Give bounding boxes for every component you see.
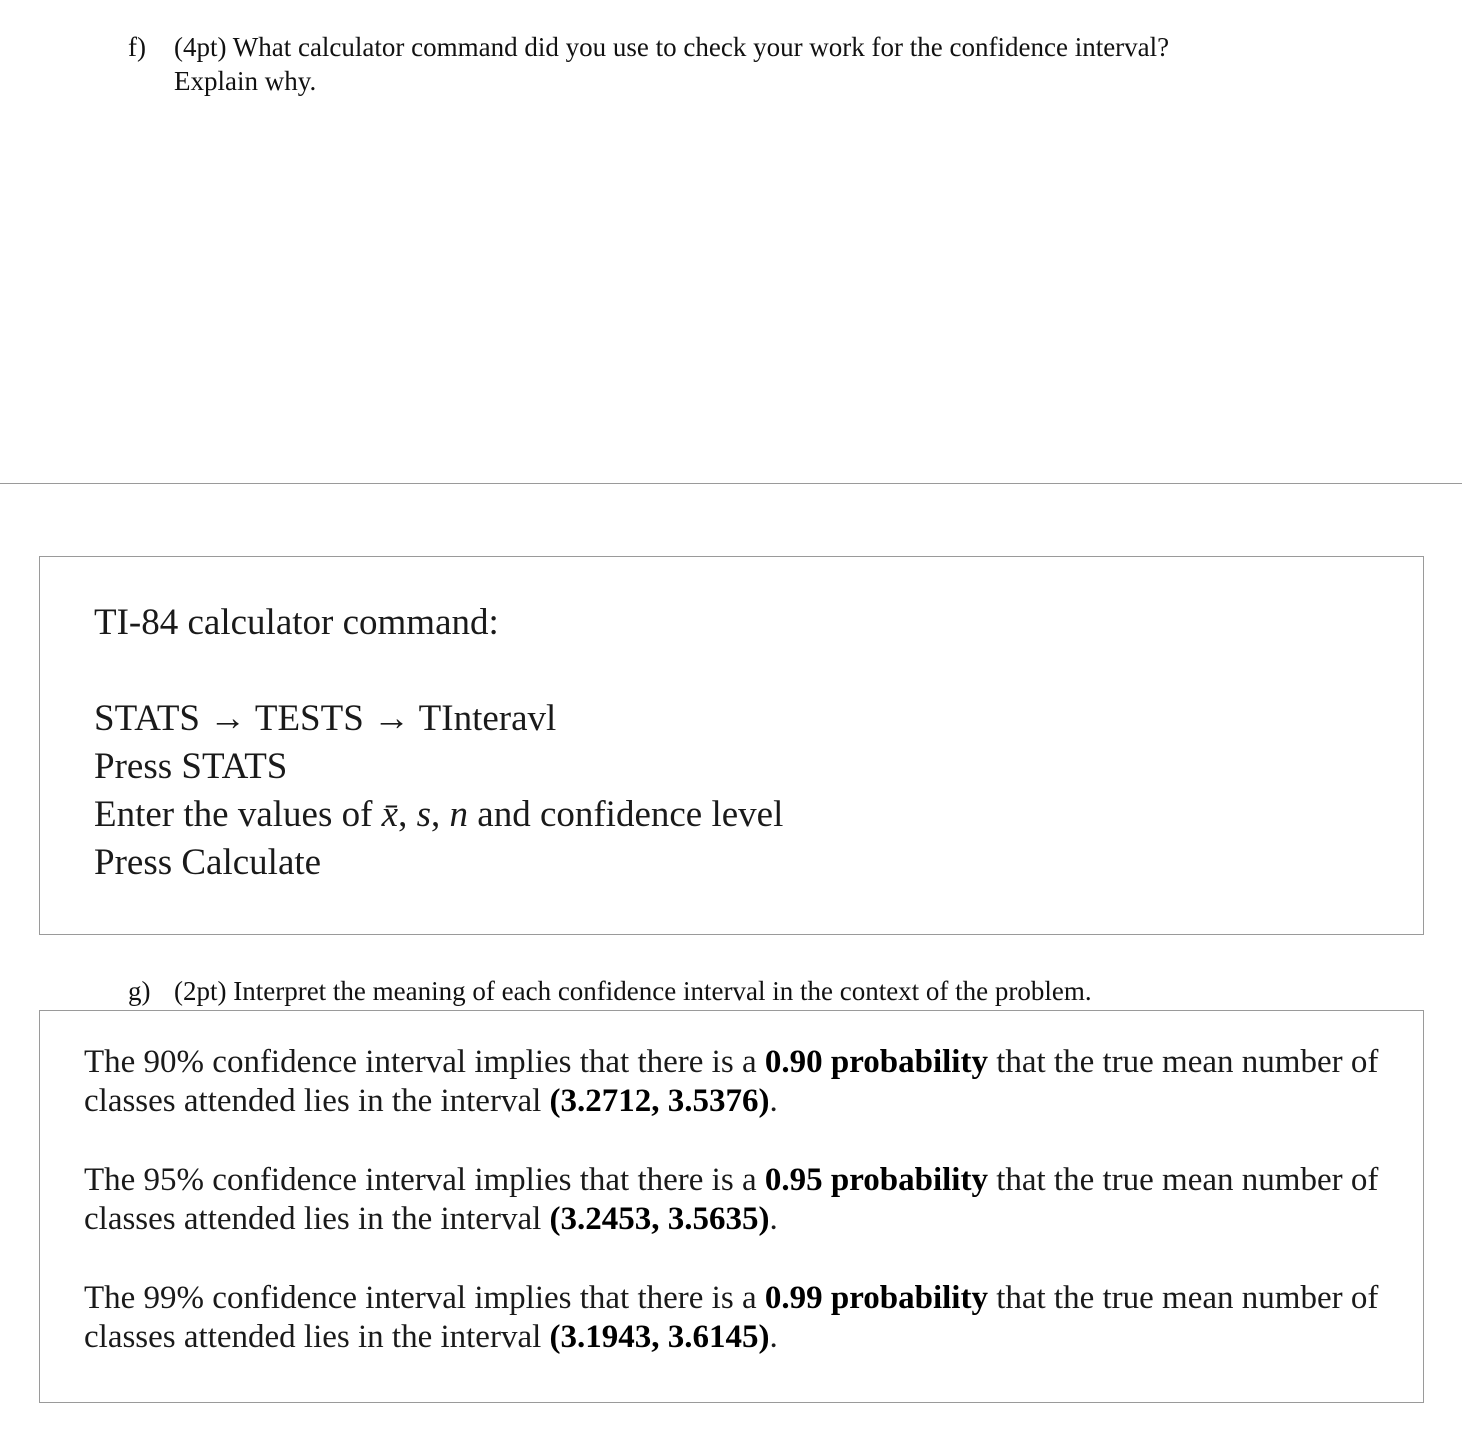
answer-f-box bbox=[39, 556, 1424, 935]
answer-g-box bbox=[39, 1010, 1424, 1403]
interval-range: (3.2712, 3.5376) bbox=[549, 1083, 770, 1119]
section-divider bbox=[0, 483, 1462, 484]
interval-lead: The 90% confidence interval implies that there is a bbox=[84, 1044, 765, 1080]
menu-path bbox=[94, 695, 783, 743]
interval-end: . bbox=[769, 1319, 778, 1355]
interval-99-paragraph bbox=[84, 1279, 1394, 1357]
question-g bbox=[128, 974, 1448, 1008]
interval-lead: The 95% confidence interval implies that there is a bbox=[84, 1162, 765, 1198]
interval-range: (3.2453, 3.5635) bbox=[549, 1201, 770, 1237]
question-g-prompt: (2pt) Interpret the meaning of each confidence interval in the context of the problem. bbox=[174, 976, 1092, 1006]
comma-separator: , bbox=[398, 794, 417, 835]
path-stats: STATS bbox=[94, 698, 201, 739]
interval-middle: that the true mean number of classes attended lies in the interval bbox=[84, 1044, 1379, 1119]
step-enter-suffix: and confidence level bbox=[468, 794, 784, 835]
step-press-calculate: Press Calculate bbox=[94, 842, 322, 883]
answer-f-heading: TI-84 calculator command: bbox=[94, 602, 499, 643]
interval-end: . bbox=[769, 1083, 778, 1119]
question-f-prompt-continued: Explain why. bbox=[174, 66, 317, 96]
interval-range: (3.1943, 3.6145) bbox=[549, 1319, 770, 1355]
question-g-number: g) bbox=[128, 976, 151, 1006]
interval-probability: 0.95 probability bbox=[764, 1162, 988, 1198]
comma-separator: , bbox=[431, 794, 450, 835]
var-xbar: x̄ bbox=[381, 794, 399, 835]
step-enter-values bbox=[94, 791, 783, 839]
question-f bbox=[128, 30, 1428, 98]
step-press-stats: Press STATS bbox=[94, 746, 288, 787]
interval-probability: 0.90 probability bbox=[764, 1044, 988, 1080]
step-enter-prefix: Enter the values of bbox=[94, 794, 382, 835]
interval-middle: that the true mean number of classes attended lies in the interval bbox=[84, 1162, 1379, 1237]
arrow-right-icon: → bbox=[209, 698, 247, 739]
interval-90-paragraph bbox=[84, 1043, 1394, 1121]
interval-probability: 0.99 probability bbox=[764, 1280, 988, 1316]
var-n: n bbox=[449, 794, 469, 835]
path-tests: TESTS bbox=[254, 698, 364, 739]
question-f-prompt: (4pt) What calculator command did you use to check your work for the confidence interval? bbox=[174, 32, 1170, 62]
arrow-right-icon: → bbox=[373, 698, 411, 739]
interval-middle: that the true mean number of classes attended lies in the interval bbox=[84, 1280, 1379, 1355]
question-f-number: f) bbox=[128, 32, 146, 62]
interval-end: . bbox=[769, 1201, 778, 1237]
interval-95-paragraph bbox=[84, 1161, 1394, 1239]
path-tinterval: TInteravl bbox=[418, 698, 557, 739]
var-s: s bbox=[416, 794, 432, 835]
interval-lead: The 99% confidence interval implies that there is a bbox=[84, 1280, 765, 1316]
